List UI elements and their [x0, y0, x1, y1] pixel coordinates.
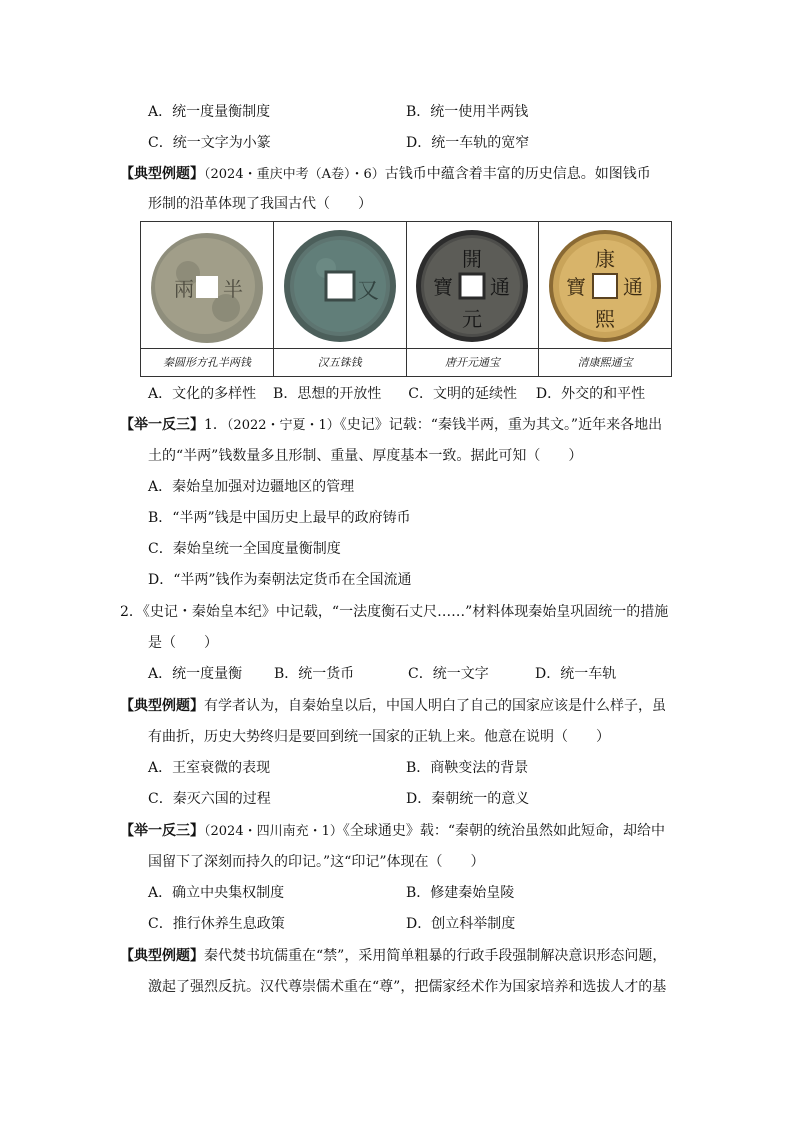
example-tag: 【典型例题】: [120, 948, 204, 964]
coin-cell: [407, 222, 540, 376]
option-d: D．创立科举制度: [406, 916, 516, 932]
option-b: B．“半两”钱是中国历史上最早的政府铸币: [148, 510, 411, 526]
kang-xi-coin-icon: [546, 228, 664, 346]
svg-text:寶: 寶: [566, 275, 587, 299]
svg-text:半: 半: [222, 277, 243, 301]
option-c: C．统一文字: [408, 666, 489, 682]
option-c: C．统一文字为小篆: [148, 135, 271, 151]
question-source: （2022・宁夏・1）: [226, 418, 340, 433]
coin-caption: 秦圆形方孔半两钱: [162, 356, 251, 369]
ban-liang-coin-icon: [148, 228, 266, 346]
option-d: D．“半两”钱作为秦朝法定货币在全国流通: [148, 572, 412, 588]
option-a: A．统一度量衡: [148, 666, 243, 682]
svg-text:通: 通: [490, 275, 511, 299]
svg-text:熙: 熙: [595, 307, 616, 331]
wu-zhu-coin-icon: [281, 228, 399, 346]
svg-text:通: 通: [623, 275, 644, 299]
svg-text:兩: 兩: [173, 277, 194, 301]
coin-figure-table: [140, 221, 672, 377]
svg-text:元: 元: [462, 307, 483, 331]
example-tag: 【典型例题】: [120, 698, 204, 714]
question-source: （2024・重庆中考（A卷）・6）: [204, 167, 385, 182]
example-tag: 【典型例题】: [120, 166, 204, 182]
option-b: B．统一货币: [274, 666, 355, 682]
example-question-stem-cont: 激起了强烈反抗。汉代尊崇儒术重在“尊”，把儒家经术作为国家培养和选拔人才的基: [148, 979, 667, 995]
example-question-stem-cont: 形制的沿革体现了我国古代（ ）: [148, 196, 372, 212]
practice-question-stem: 【举一反三】1．（2022・宁夏・1）《史记》记载：“秦钱半两，重为其文。”近年来各地出: [120, 417, 663, 433]
example-question-stem: 【典型例题】有学者认为，自秦始皇以后，中国人明白了自己的国家应该是什么样子，虽: [120, 698, 666, 714]
coin-caption: 清康熙通宝: [577, 356, 633, 369]
option-d: D．统一车轨的宽窄: [406, 135, 530, 151]
coin-caption: 汉五铢钱: [317, 356, 362, 369]
option-c: C．推行休养生息政策: [148, 916, 285, 932]
svg-text:開: 開: [462, 247, 483, 271]
option-d: D．秦朝统一的意义: [406, 791, 530, 807]
option-b: B．统一使用半两钱: [406, 104, 529, 120]
options-row: [148, 384, 645, 404]
coin-cell: [141, 222, 274, 376]
example-question-stem-cont: 有曲折，历史大势终归是要回到统一国家的正轨上来。他意在说明（ ）: [148, 729, 610, 745]
option-d: D．外交的和平性: [535, 386, 646, 402]
svg-text:康: 康: [595, 247, 616, 271]
option-c: C．秦始皇统一全国度量衡制度: [148, 541, 341, 557]
practice-tag: 【举一反三】: [120, 823, 204, 839]
option-d: D．统一车轨: [535, 666, 617, 682]
question-2-stem-cont: 是（ ）: [148, 635, 218, 651]
option-b: B．商鞅变法的背景: [406, 760, 529, 776]
option-a: A．文化的多样性: [148, 386, 257, 402]
example-question-stem: 【典型例题】秦代焚书坑儒重在“禁”，采用简单粗暴的行政手段强制解决意识形态问题，: [120, 948, 667, 964]
question-2-stem: 2．《史记・秦始皇本纪》中记载，“一法度衡石丈尺……”材料体现秦始皇巩固统一的措施: [120, 604, 669, 620]
option-a: A．王室衰微的表现: [148, 760, 271, 776]
practice-question-stem-cont: 国留下了深刻而持久的印记。”这“印记”体现在（ ）: [148, 854, 485, 870]
kai-yuan-coin-icon: [413, 228, 531, 346]
coin-caption: 唐开元通宝: [444, 356, 500, 369]
svg-text:又: 又: [356, 279, 379, 304]
option-c: C．文明的延续性: [408, 386, 517, 402]
svg-text:寶: 寶: [433, 275, 454, 299]
question-source: （2024・四川南充・1）: [204, 824, 343, 839]
option-b: B．修建秦始皇陵: [406, 885, 515, 901]
practice-tag: 【举一反三】: [120, 417, 204, 433]
practice-question-stem: 【举一反三】（2024・四川南充・1）《全球通史》载：“秦朝的统治虽然如此短命，却给中: [120, 823, 666, 839]
option-b: B．思想的开放性: [273, 386, 382, 402]
practice-question-stem-cont: 土的“半两”钱数量多且形制、重量、厚度基本一致。据此可知（ ）: [148, 448, 583, 464]
option-a: A．秦始皇加强对边疆地区的管理: [148, 479, 355, 495]
option-a: A．确立中央集权制度: [148, 885, 285, 901]
example-question-stem: 【典型例题】（2024・重庆中考（A卷）・6）古钱币中蕴含着丰富的历史信息。如图钱币: [120, 166, 651, 182]
option-a: A．统一度量衡制度: [148, 104, 271, 120]
coin-cell: [539, 222, 671, 376]
coin-cell: [274, 222, 407, 376]
option-c: C．秦灭六国的过程: [148, 791, 271, 807]
